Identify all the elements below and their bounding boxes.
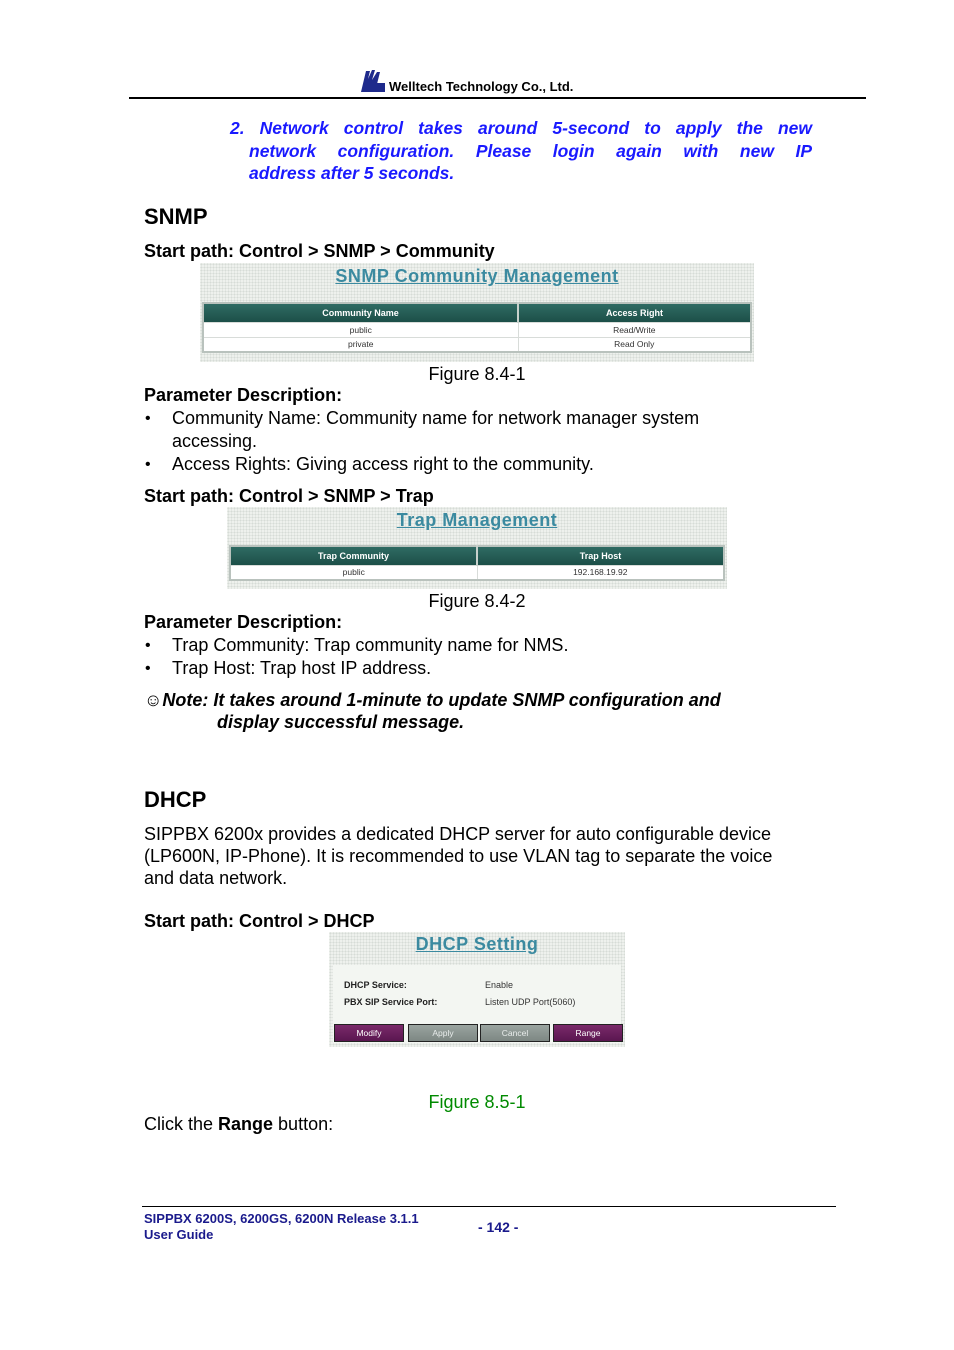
dhcp-setting-figure	[329, 932, 625, 1047]
snmp-update-note-continued: display successful message.	[217, 712, 465, 732]
community-table	[202, 302, 752, 353]
dhcp-heading: DHCP	[144, 787, 207, 812]
column-trap-host: Trap Host	[477, 546, 724, 565]
footer-guide: User Guide	[144, 1227, 214, 1242]
apply-button[interactable]: Apply	[408, 1024, 478, 1042]
dhcp-setting-title: DHCP Setting	[415, 934, 539, 954]
cancel-button[interactable]: Cancel	[480, 1024, 550, 1042]
table-row[interactable]	[230, 565, 724, 580]
trap-management-title: Trap Management	[396, 510, 558, 530]
figure-caption: Figure 8.4-1	[428, 364, 526, 384]
sip-service-port-value: Listen UDP Port(5060)	[485, 997, 576, 1007]
community-parameter-list	[144, 407, 844, 476]
note-line-3: address after 5 seconds.	[249, 163, 455, 183]
snmp-update-note: ☺Note: It takes around 1-minute to update SNMP configuration and	[144, 690, 721, 710]
list-item	[144, 453, 844, 476]
footer-divider	[142, 1206, 836, 1207]
footer-product	[144, 1211, 419, 1243]
trap-community-cell: public	[230, 565, 477, 580]
snmp-heading: SNMP	[144, 204, 208, 229]
company-name: Welltech Technology Co., Ltd.	[389, 79, 574, 94]
bullet-text: Trap Community: Trap community name for NMS.	[172, 635, 569, 655]
community-name-cell: private	[203, 337, 518, 352]
access-right-cell: Read Only	[518, 337, 751, 352]
table-row[interactable]	[203, 337, 751, 352]
click-range-instruction	[144, 1113, 333, 1135]
sip-service-port-label: PBX SIP Service Port:	[344, 997, 438, 1007]
community-name-cell: public	[203, 322, 518, 337]
column-trap-community: Trap Community	[230, 546, 477, 565]
list-item	[144, 634, 844, 657]
dhcp-description-line-1: SIPPBX 6200x provides a dedicated DHCP server for auto configurable device	[144, 824, 772, 844]
footer-release: SIPPBX 6200S, 6200GS, 6200N Release 3.1.1	[144, 1211, 419, 1226]
snmp-community-title: SNMP Community Management	[335, 266, 619, 286]
snmp-community-figure	[200, 263, 754, 362]
list-item	[144, 407, 844, 453]
note-line-2: network configuration. Please login again with new IP	[249, 140, 812, 161]
bullet-text: Community Name: Community name for network manager system	[172, 408, 700, 428]
figure-caption: Figure 8.4-2	[428, 591, 526, 611]
trap-host-cell: 192.168.19.92	[477, 565, 724, 580]
trap-management-figure	[227, 507, 727, 589]
page-number: - 142 -	[478, 1219, 519, 1235]
bullet-text: Trap Host: Trap host IP address.	[172, 658, 432, 678]
column-community-name: Community Name	[203, 303, 518, 322]
company-logo-icon	[360, 68, 386, 94]
modify-button[interactable]: Modify	[334, 1024, 404, 1042]
note-line-1: 2. Network control takes around 5-second to apply the new	[230, 118, 812, 138]
table-header-row	[230, 546, 724, 565]
dhcp-service-label: DHCP Service:	[344, 980, 407, 990]
bullet-text: Access Rights: Giving access right to the community.	[172, 454, 594, 474]
network-control-note	[230, 117, 812, 185]
table-header-row	[203, 303, 751, 322]
instruction-prefix: Click the	[144, 1114, 219, 1134]
figure-caption: Figure 8.5-1	[428, 1092, 526, 1112]
list-item	[144, 657, 844, 680]
instruction-range-word: Range	[218, 1114, 274, 1134]
access-right-cell: Read/Write	[518, 322, 751, 337]
snmp-community-path: Start path: Control > SNMP > Community	[144, 241, 495, 261]
trap-table	[229, 545, 725, 581]
column-access-right: Access Right	[518, 303, 751, 322]
header-divider	[129, 97, 866, 99]
parameter-description-heading: Parameter Description:	[144, 612, 343, 632]
bullet-text-continued: accessing.	[172, 431, 258, 451]
instruction-suffix: button:	[273, 1114, 334, 1134]
snmp-trap-path: Start path: Control > SNMP > Trap	[144, 486, 434, 506]
dhcp-description-line-3: and data network.	[144, 868, 288, 888]
dhcp-description-line-2: (LP600N, IP-Phone). It is recommended to use VLAN tag to separate the voice	[144, 846, 773, 866]
table-row[interactable]	[203, 322, 751, 337]
parameter-description-heading: Parameter Description:	[144, 385, 343, 405]
trap-parameter-list	[144, 634, 844, 680]
dhcp-path: Start path: Control > DHCP	[144, 911, 375, 931]
range-button[interactable]: Range	[553, 1024, 623, 1042]
dhcp-service-value: Enable	[485, 980, 514, 990]
